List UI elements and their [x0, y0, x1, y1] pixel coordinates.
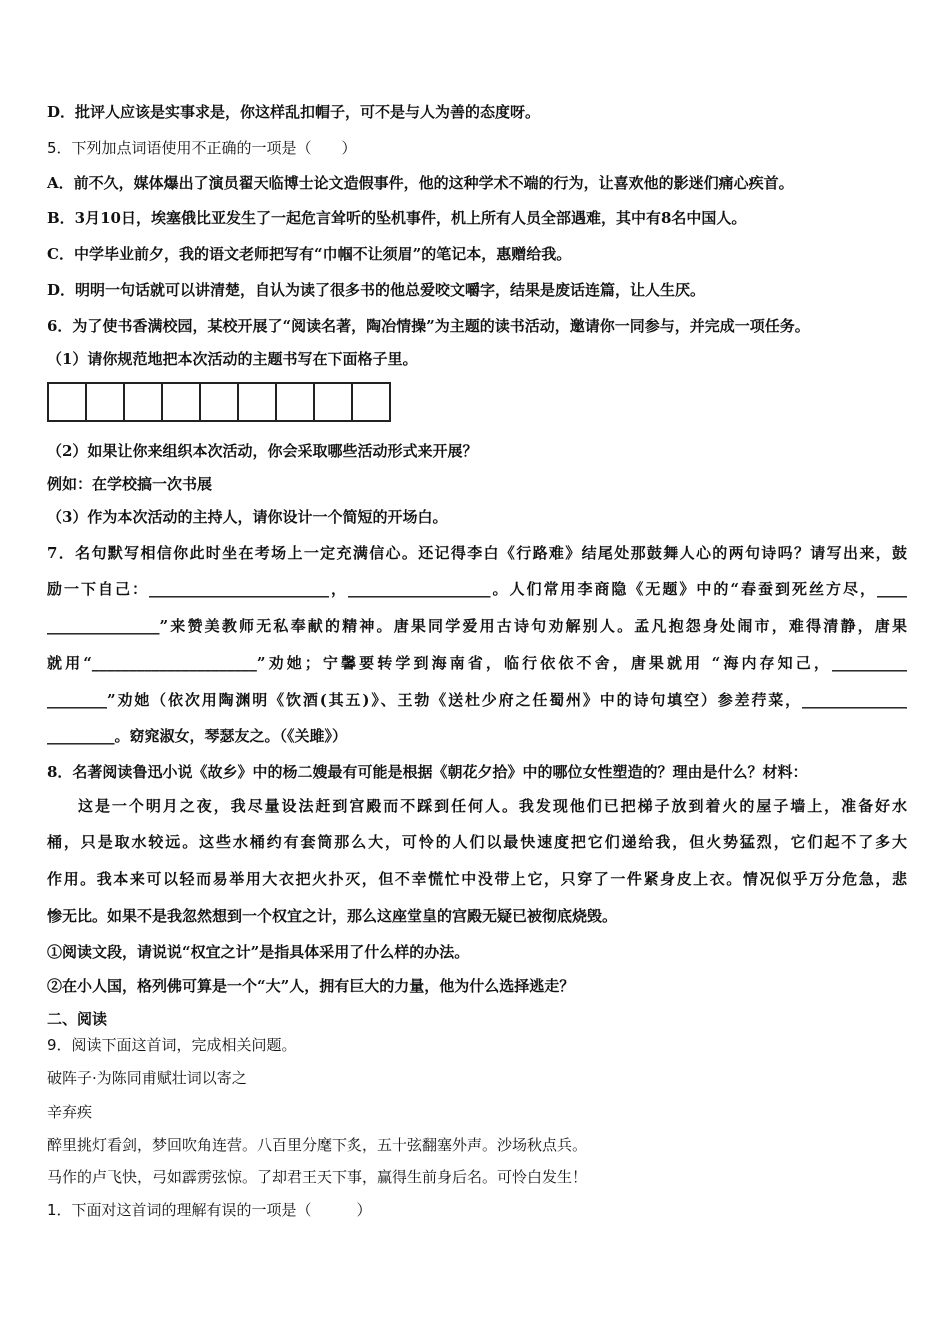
question-8: 8．名著阅读鲁迅小说《故乡》中的杨二嫂最有可能是根据《朝花夕拾》中的哪位女性塑造的？理由是什么？材料：	[47, 763, 808, 781]
question-7-line-2: 励一下自己：________________________，___________________。人们常用李商隐《无题》中的“春蚕到死丝方尽，____	[47, 580, 907, 598]
question-5: 5．下列加点词语使用不正确的一项是（ ）	[47, 139, 357, 157]
poem-line-2: 马作的卢飞快，弓如霹雳弦惊。了却君王天下事，赢得生前身后名。可怜白发生！	[47, 1168, 588, 1186]
question-7-line-6: _________。窈窕淑女，琴瑟友之。（《关雎》）	[47, 727, 348, 745]
grid-cell[interactable]	[199, 382, 239, 422]
grid-cell[interactable]	[275, 382, 315, 422]
grid-cell[interactable]	[237, 382, 277, 422]
question-6: 6．为了使书香满校园，某校开展了“阅读名著，陶冶情操”为主题的读书活动，邀请你一同参与，并完成一项任务。	[47, 317, 810, 335]
material-paragraph-line-3: 作用。我本来可以轻而易举用大衣把火扑灭，但不幸慌忙中没带上它，只穿了一件紧身皮上衣。情况似乎万分危急，悲	[47, 870, 907, 888]
grid-cell[interactable]	[123, 382, 163, 422]
question-7-line-3: _______________”来赞美教师无私奉献的精神。唐果同学爱用古诗句劝解别人。孟凡抱怨身处闹市，难得清静，唐果	[47, 617, 907, 635]
material-paragraph-line-2: 桶，只是取水较远。这些水桶约有套筒那么大，可怜的人们以最快速度把它们递给我，但火势猛烈，它们起不了多大	[47, 833, 907, 851]
question-9: 9．阅读下面这首词，完成相关问题。	[47, 1036, 297, 1054]
poem-title: 破阵子·为陈同甫赋壮词以寄之	[47, 1069, 247, 1087]
question-6-part-2: （2）如果让你来组织本次活动，你会采取哪些活动形式来开展？	[47, 442, 478, 460]
option-d-q4: D．批评人应该是实事求是，你这样乱扣帽子，可不是与人为善的态度呀。	[47, 103, 541, 121]
question-7-line-5: ________”劝她（依次用陶渊明《饮酒(其五)》、王勃《送杜少府之任蜀州》中的诗句填空）参差荇菜，______________	[47, 691, 907, 709]
question-7-line-4: 就用“______________________”劝她；宁馨要转学到海南省，临行依依不舍，唐果就用 “海内存知己，__________	[47, 654, 907, 672]
option-a-q5: A．前不久，媒体爆出了演员翟天临博士论文造假事件，他的这种学术不端的行为，让喜欢他的影迷们痛心疾首。	[47, 174, 794, 192]
question-6-example: 例如：在学校搞一次书展	[47, 475, 213, 493]
grid-cell[interactable]	[47, 382, 87, 422]
poem-author: 辛弃疾	[47, 1103, 93, 1121]
option-c-q5: C．中学毕业前夕，我的语文老师把写有“巾帼不让须眉”的笔记本，惠赠给我。	[47, 245, 572, 263]
writing-grid[interactable]	[47, 382, 389, 422]
question-8-sub-2: ②在小人国，格列佛可算是一个“大”人，拥有巨大的力量，他为什么选择逃走？	[47, 977, 575, 995]
grid-cell[interactable]	[85, 382, 125, 422]
option-b-q5: B．3月10日，埃塞俄比亚发生了一起危言耸听的坠机事件，机上所有人员全部遇难，其中有8名中国人。	[47, 209, 747, 227]
question-8-sub-1: ①阅读文段，请说说“权宜之计”是指具体采用了什么样的办法。	[47, 943, 470, 961]
question-6-part-1: （1）请你规范地把本次活动的主题书写在下面格子里。	[47, 350, 418, 368]
grid-cell[interactable]	[313, 382, 353, 422]
material-paragraph-line-4: 惨无比。如果不是我忽然想到一个权宜之计，那么这座堂皇的宫殿无疑已被彻底烧毁。	[47, 907, 618, 925]
grid-cell[interactable]	[351, 382, 391, 422]
poem-line-1: 醉里挑灯看剑，梦回吹角连营。八百里分麾下炙，五十弦翻塞外声。沙场秋点兵。	[47, 1136, 588, 1154]
material-paragraph-line-1: 这是一个明月之夜，我尽量设法赶到宫殿而不踩到任何人。我发现他们已把梯子放到着火的屋子墙上，准备好水	[78, 797, 907, 815]
question-6-part-3: （3）作为本次活动的主持人，请你设计一个简短的开场白。	[47, 508, 448, 526]
question-9-sub-1: 1．下面对这首词的理解有误的一项是（ ）	[47, 1201, 372, 1219]
grid-cell[interactable]	[161, 382, 201, 422]
option-d-q5: D．明明一句话就可以讲清楚，自认为读了很多书的他总爱咬文嚼字，结果是废话连篇，让人生厌。	[47, 281, 706, 299]
section-heading-reading: 二、阅读	[47, 1010, 108, 1028]
question-7: 7．名句默写相信你此时坐在考场上一定充满信心。还记得李白《行路难》结尾处那鼓舞人心的两句诗吗？请写出来，鼓	[47, 544, 907, 562]
